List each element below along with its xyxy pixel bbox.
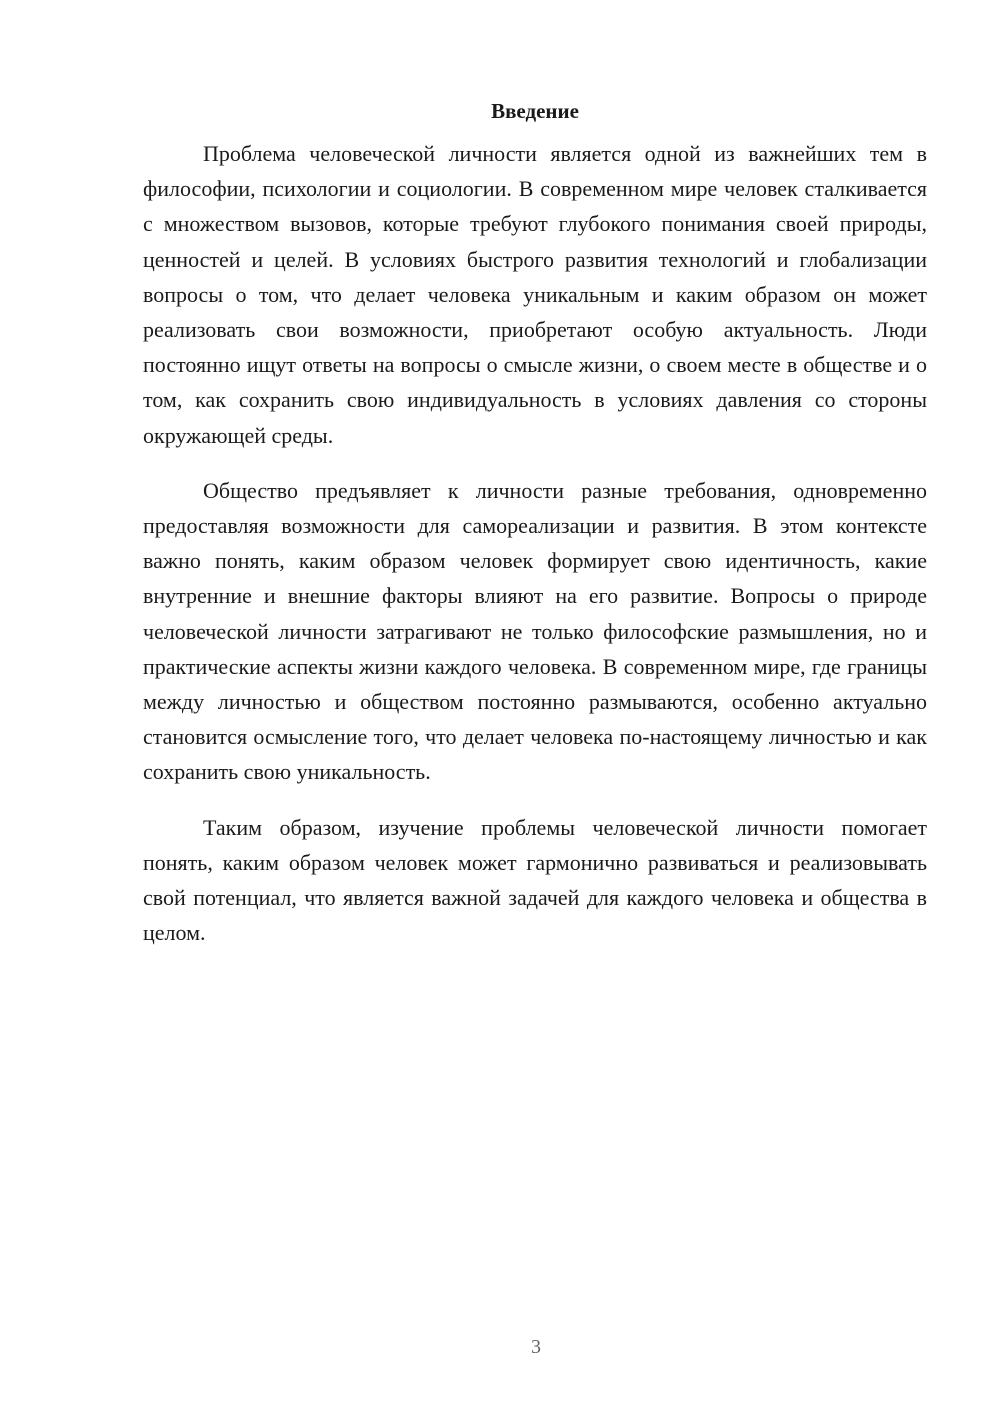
paragraph-1: Проблема человеческой личности является одной из важнейших тем в философии, психологии и социологии. В современном мире человек сталкивается с множеством вызовов, которые требуют глубокого понимания своей природы, ценностей и целей. В условиях быстрого развития технологий и глобализации вопросы о том, что делает человека уникальным и каким образом он может реализовать свои возможности, приобретают особую актуальность. Люди постоянно ищут ответы на вопросы о смысле жизни, о своем месте в обществе и о том, как сохранить свою индивидуальность в условиях давления со стороны окружающей среды. <box>143 141 927 448</box>
paragraph-3: Таким образом, изучение проблемы человеческой личности помогает понять, каким образом человек может гармонично развиваться и реализовывать свой потенциал, что является важной задачей для каждого человека и общества в целом. <box>143 814 927 946</box>
page-number: 3 <box>531 1336 541 1358</box>
page-title: Введение <box>491 99 579 123</box>
page-content <box>143 96 927 970</box>
paragraph-2: Общество предъявляет к личности разные требования, одновременно предоставляя возможности для самореализации и развития. В этом контексте важно понять, каким образом человек формирует свою идентичность, какие внутренние и внешние факторы влияют на его развитие. Вопросы о природе человеческой личности затрагивают не только философские размышления, но и практические аспекты жизни каждого человека. В современном мире, где границы между личностью и обществом постоянно размываются, особенно актуально становится осмысление того, что делает человека по-настоящему личностью и как сохранить свою уникальность. <box>143 477 927 785</box>
